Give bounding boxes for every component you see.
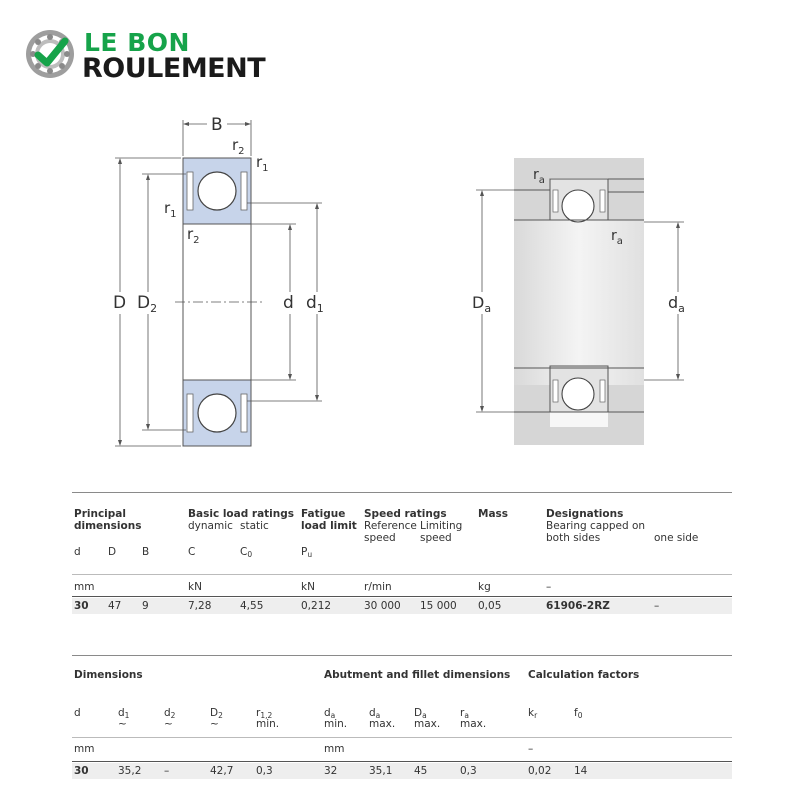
sym-d: d xyxy=(74,546,81,558)
row-ref-speed: 30 000 xyxy=(364,600,401,612)
label-da: $d_a$ xyxy=(668,293,685,315)
logo-line-1: LE BON xyxy=(84,28,190,57)
label-B: B xyxy=(211,115,223,135)
col-fatigue: Fatigue xyxy=(301,508,346,520)
unit-kN: kN xyxy=(188,581,202,593)
row-Da-max: 45 xyxy=(414,765,428,777)
label-r1-left: $r_1$ xyxy=(164,199,177,220)
row-d: 30 xyxy=(74,600,89,612)
sym-D: D xyxy=(108,546,117,558)
row-d: 30 xyxy=(74,765,89,777)
label-D2: $D_2$ xyxy=(137,293,158,315)
tilde-D2: ~ xyxy=(210,718,219,730)
col-fatigue-2: load limit xyxy=(301,520,357,532)
sym-D2: $D_2$ xyxy=(210,707,223,720)
divider xyxy=(72,737,732,738)
col-limiting-2: speed xyxy=(420,532,452,544)
table-row xyxy=(72,763,732,779)
mounted-bearing-drawing xyxy=(472,158,685,445)
row-lim-speed: 15 000 xyxy=(420,600,457,612)
sym-da-min: $d_a$ xyxy=(324,707,336,720)
sym-r12: $r_{1,2}$ xyxy=(256,707,273,720)
label-D: D xyxy=(113,293,127,313)
bearing-technical-drawing xyxy=(0,100,800,460)
label-ra-right: $r_a$ xyxy=(611,228,623,247)
label-Da: $D_a$ xyxy=(472,293,492,315)
label-ra-top: $r_a$ xyxy=(533,167,545,186)
row-da-min: 32 xyxy=(324,765,338,777)
row-one-side: – xyxy=(654,600,660,612)
row-da-max: 35,1 xyxy=(369,765,393,777)
row-ra-max: 0,3 xyxy=(460,765,477,777)
max-Da: max. xyxy=(414,718,441,730)
col-dimensions: Dimensions xyxy=(74,669,143,681)
row-D: 47 xyxy=(108,600,122,612)
col-reference-2: speed xyxy=(364,532,396,544)
sym-d: d xyxy=(74,707,81,719)
min-r12: min. xyxy=(256,718,280,730)
max-da: max. xyxy=(369,718,396,730)
sym-da-max: $d_a$ xyxy=(369,707,381,720)
sym-d2: $d_2$ xyxy=(164,707,176,720)
sym-f0: $f_0$ xyxy=(574,707,583,720)
col-static: static xyxy=(240,520,269,532)
row-designation: 61906-2RZ xyxy=(546,600,610,612)
row-C: 7,28 xyxy=(188,600,212,612)
row-B: 9 xyxy=(142,600,149,612)
col-abutment: Abutment and fillet dimensions xyxy=(324,669,511,681)
max-ra: max. xyxy=(460,718,487,730)
divider xyxy=(72,492,732,493)
divider xyxy=(72,761,732,762)
col-capped: Bearing capped on xyxy=(546,520,646,532)
unit-dash: – xyxy=(546,581,552,593)
bearing-check-icon xyxy=(24,28,76,80)
bearing-cross-section xyxy=(113,115,324,446)
unit-dash: – xyxy=(528,743,534,755)
sym-Da-max: $D_a$ xyxy=(414,707,427,720)
row-r12: 0,3 xyxy=(256,765,273,777)
row-f0: 14 xyxy=(574,765,588,777)
row-d2: – xyxy=(164,765,170,777)
sym-B: B xyxy=(142,546,150,558)
row-kr: 0,02 xyxy=(528,765,552,777)
label-r2-inner: $r_2$ xyxy=(187,225,200,246)
col-basic-load: Basic load ratings xyxy=(188,508,295,520)
row-C0: 4,55 xyxy=(240,600,264,612)
label-r1-top: $r_1$ xyxy=(256,153,269,174)
tilde-d1: ~ xyxy=(118,718,127,730)
sym-d1: $d_1$ xyxy=(118,707,130,720)
sym-Pu: $P_u$ xyxy=(301,546,313,559)
divider xyxy=(72,655,732,656)
unit-mm-2: mm xyxy=(324,743,345,755)
col-speed: Speed ratings xyxy=(364,508,447,520)
label-d1: $d_1$ xyxy=(306,293,324,315)
col-principal: Principal xyxy=(74,508,126,520)
col-dynamic: dynamic xyxy=(188,520,233,532)
label-d: d xyxy=(283,293,294,313)
label-r2-top: $r_2$ xyxy=(232,136,245,157)
unit-mm: mm xyxy=(74,581,95,593)
tilde-d2: ~ xyxy=(164,718,173,730)
col-limiting: Limiting xyxy=(420,520,463,532)
divider xyxy=(72,596,732,597)
col-mass: Mass xyxy=(478,508,509,520)
row-Pu: 0,212 xyxy=(301,600,332,612)
col-capped-2: both sides xyxy=(546,532,601,544)
sym-C: C xyxy=(188,546,196,558)
logo-line-2: ROULEMENT xyxy=(82,53,266,84)
col-calc-factors: Calculation factors xyxy=(528,669,640,681)
divider xyxy=(72,574,732,575)
sym-ra-max: $r_a$ xyxy=(460,707,469,720)
unit-mm: mm xyxy=(74,743,95,755)
sym-kr: $k_r$ xyxy=(528,707,538,720)
unit-rmin: r/min xyxy=(364,581,392,593)
row-D2: 42,7 xyxy=(210,765,234,777)
col-principal-2: dimensions xyxy=(74,520,142,532)
row-d1: 35,2 xyxy=(118,765,142,777)
min-da: min. xyxy=(324,718,348,730)
col-reference: Reference xyxy=(364,520,417,532)
principal-dimensions-table xyxy=(72,492,732,616)
unit-kN-2: kN xyxy=(301,581,315,593)
unit-kg: kg xyxy=(478,581,491,593)
col-designations: Designations xyxy=(546,508,624,520)
brand-logo xyxy=(24,28,304,88)
row-mass: 0,05 xyxy=(478,600,502,612)
dimensions-table xyxy=(72,655,732,783)
table-row xyxy=(72,598,732,614)
sym-C0: $C_0$ xyxy=(240,546,253,559)
col-one-side: one side xyxy=(654,532,699,544)
